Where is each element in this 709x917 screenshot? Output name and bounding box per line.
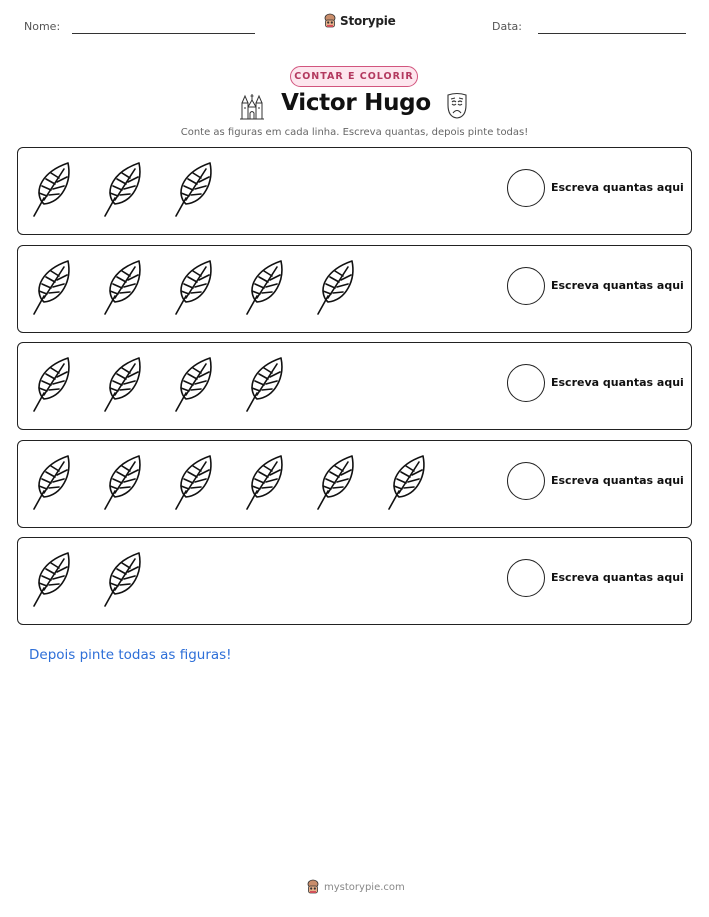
answer-label: Escreva quantas aqui — [551, 474, 684, 487]
counting-row — [17, 342, 692, 430]
answer-circle[interactable] — [507, 267, 545, 305]
feather-quill-icon — [99, 355, 147, 415]
feather-figure[interactable] — [28, 550, 99, 610]
feather-figure[interactable] — [312, 453, 383, 513]
counting-row — [17, 440, 692, 528]
brand-name: Storypie — [340, 14, 396, 28]
counting-row — [17, 245, 692, 333]
feather-figure[interactable] — [170, 453, 241, 513]
feather-quill-icon — [170, 453, 218, 513]
site-footer — [306, 879, 405, 895]
feather-quill-icon — [99, 258, 147, 318]
feather-figure[interactable] — [99, 550, 170, 610]
storypie-mascot-icon — [306, 879, 320, 895]
feather-quill-icon — [28, 258, 76, 318]
feather-figure[interactable] — [99, 160, 170, 220]
feather-quill-icon — [99, 550, 147, 610]
feather-figure[interactable] — [99, 258, 170, 318]
cathedral-icon — [239, 91, 265, 121]
instructions: Conte as figuras em cada linha. Escreva quantas, depois pinte todas! — [180, 127, 529, 138]
brand-logo — [323, 13, 396, 29]
feather-quill-icon — [28, 355, 76, 415]
feather-quill-icon — [241, 355, 289, 415]
answer-label: Escreva quantas aqui — [551, 181, 684, 194]
feather-quill-icon — [170, 355, 218, 415]
answer-circle[interactable] — [507, 364, 545, 402]
feather-quill-icon — [241, 453, 289, 513]
feather-quill-icon — [312, 258, 360, 318]
name-label: Nome: — [24, 20, 61, 33]
category-badge: CONTAR E COLORIR — [290, 66, 418, 87]
feather-figure[interactable] — [28, 160, 99, 220]
feather-figure[interactable] — [28, 258, 99, 318]
feather-figure[interactable] — [241, 453, 312, 513]
counting-row — [17, 537, 692, 625]
answer-circle[interactable] — [507, 462, 545, 500]
feather-quill-icon — [170, 258, 218, 318]
feather-quill-icon — [99, 453, 147, 513]
feather-quill-icon — [170, 160, 218, 220]
feather-group — [28, 550, 170, 610]
feather-group — [28, 453, 454, 513]
feather-figure[interactable] — [312, 258, 383, 318]
feather-quill-icon — [383, 453, 431, 513]
answer-circle[interactable] — [507, 169, 545, 207]
feather-quill-icon — [99, 160, 147, 220]
answer-label: Escreva quantas aqui — [551, 279, 684, 292]
date-label: Data: — [492, 20, 522, 33]
date-line[interactable] — [538, 33, 686, 34]
feather-quill-icon — [28, 160, 76, 220]
feather-figure[interactable] — [99, 453, 170, 513]
feather-group — [28, 160, 241, 220]
counting-row — [17, 147, 692, 235]
feather-quill-icon — [312, 453, 360, 513]
feather-quill-icon — [241, 258, 289, 318]
answer-label: Escreva quantas aqui — [551, 571, 684, 584]
feather-figure[interactable] — [170, 160, 241, 220]
feather-figure[interactable] — [28, 355, 99, 415]
storypie-mascot-icon — [323, 13, 337, 29]
feather-figure[interactable] — [170, 258, 241, 318]
feather-group — [28, 258, 383, 318]
theater-mask-icon — [444, 91, 470, 121]
feather-figure[interactable] — [170, 355, 241, 415]
answer-circle[interactable] — [507, 559, 545, 597]
feather-figure[interactable] — [241, 258, 312, 318]
answer-label: Escreva quantas aqui — [551, 376, 684, 389]
feather-group — [28, 355, 312, 415]
feather-figure[interactable] — [99, 355, 170, 415]
feather-quill-icon — [28, 550, 76, 610]
name-line[interactable] — [72, 33, 255, 34]
page-title: Victor Hugo — [281, 90, 431, 116]
feather-figure[interactable] — [241, 355, 312, 415]
footer-note: Depois pinte todas as figuras! — [29, 647, 232, 663]
feather-quill-icon — [28, 453, 76, 513]
site-url: mystorypie.com — [324, 881, 405, 893]
feather-figure[interactable] — [28, 453, 99, 513]
feather-figure[interactable] — [383, 453, 454, 513]
